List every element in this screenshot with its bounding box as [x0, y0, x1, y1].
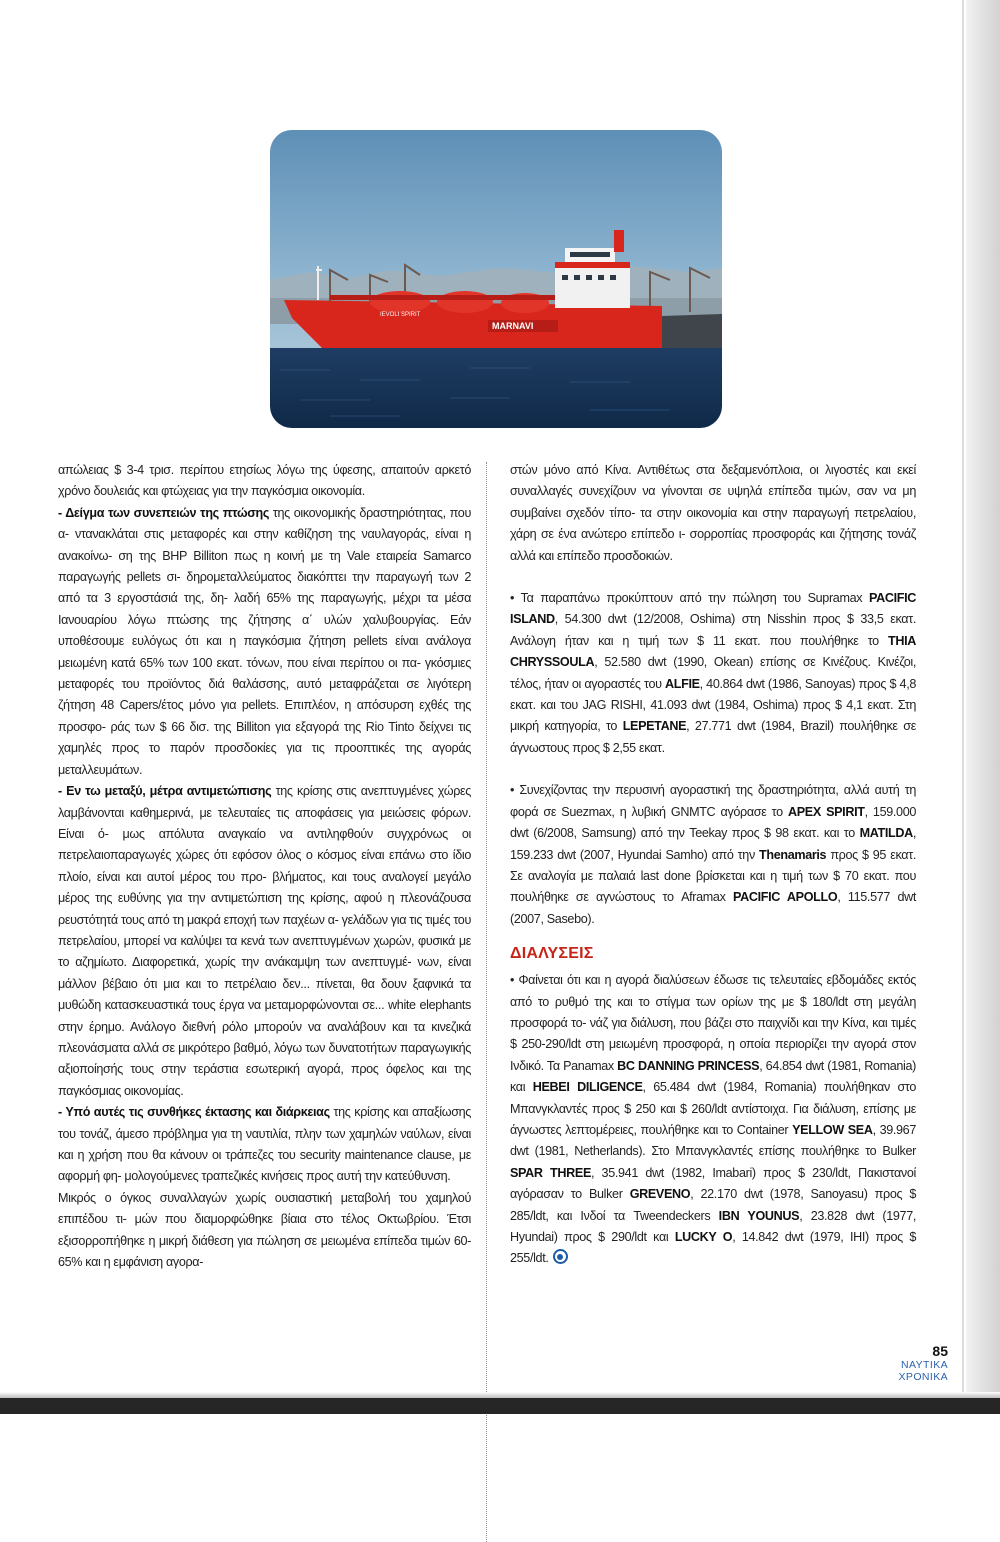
text-run: , 22.170 dwt (1978, Sanoyasu) προς $ 285/ldt, και Ινδοί τα Tweendeckers [510, 1187, 916, 1223]
text-run: , 40.864 dwt (1986, Sanoyas) προς $ 4,8 εκατ. και του JAG RISHI, 41.093 dwt (1984, Oshima) προς $ 4,1 εκατ. Στη μικρή κατηγορία, το [510, 676, 916, 734]
text-run: , 54.300 dwt (12/2008, Oshima) στη Nisshin προς $ 33,5 εκατ. Ανάλογη ήταν και η τιμή των $ 11 εκατ. που πουλήθηκε το [510, 612, 916, 648]
left-paragraph-4-text: της κρίσης και απαξίωσης του τονάζ, άμεσο πρόβλημα για τη ναυτιλία, πλην των χαμηλών ναύλων, είναι και η χρήση που θα κάνουν οι τράπεζες του security maintenance clause, με αφορμή φη- μολογούμενες τραπεζικές κινήσεις προς αυτή την κατεύθυνση. [58, 1105, 471, 1184]
text-run: , 159.000 dwt (6/2008, Samsung) από την Teekay προς $ 98 εκατ. και το [510, 804, 917, 841]
text-run: προς $ 95 εκατ. Σε αναλογία με παλαιά last done βρίσκεται και η τιμή των $ 70 εκατ. που πουλήθηκε σε αγνώστους το Aframax [510, 847, 916, 905]
text-run: , 64.854 dwt (1981, Romania) και [510, 1058, 916, 1095]
text-run: , 35.941 dwt (1982, Imabari) προς $ 230/ldt, Πακιστανοί αγόρασαν το Bulker [510, 1165, 916, 1202]
left-paragraph-4 [58, 1102, 471, 1188]
vessel-name: BC DANNING PRINCESS [617, 1058, 760, 1073]
vessel-name: HEBEI DILIGENCE [532, 1080, 643, 1095]
page-edge-shadow [966, 0, 1000, 1414]
vessel-name: LUCKY O [674, 1230, 733, 1244]
vessel-name: SPAR THREE [510, 1165, 591, 1180]
text-run: • Φαίνεται ότι και η αγορά διαλύσεων έδωσε τις τελευταίες εβδομάδες εκτός από το ρυθμό της και το στίγμα των ορίων της με $ 180/ldt στη μεγάλη προσφορά το- νάζ για διάλυση, που βάζει στο παιχνίδι και την Κίνα, και τιμές $ 250-290/ldt στη μειωμένη προσφορά, η οποία περιορίζει την αγορά στον Ινδικό. Τα Panamax [510, 973, 916, 1073]
left-paragraph-2-lead: - Δείγμα των συνεπειών της πτώσης [58, 505, 270, 520]
ship-illustration [270, 130, 722, 428]
article-end-icon [553, 1249, 568, 1264]
text-run: , 23.828 dwt (1977, Hyundai) προς $ 290/ldt και [510, 1208, 916, 1244]
tanker-photo [270, 130, 722, 428]
company-name: Thenamaris [759, 847, 827, 862]
text-run: , 159.233 dwt (2007, Hyundai Samho) από την [510, 826, 916, 862]
left-paragraph-3-lead: - Εν τω μεταξύ, μέτρα αντιμετώπισης [58, 784, 272, 799]
vessel-name: PACIFIC ISLAND [510, 591, 916, 627]
vessel-name: YELLOW SEA [792, 1122, 873, 1137]
page-edge-line [962, 0, 964, 1414]
left-paragraph-2-text: της οικονομικής δραστηριότητας, που α- ντανακλάται στις μεταφορές και στην καθίζηση της ναυλαγοράς, είναι η ανακοίνω- ση της BHP Billiton πως η κοινή με τη Vale εταιρεία Samarco παραγωγής pellets σι- δηρομεταλλεύματος διακόπτει την παραγωγή των 2 από τα 3 εργοστάσιά της, δη- λαδή 65% της παραγωγής, μέχρι τα μέσα Ιανουαρίου λόγω πτώσης της ζήτησης α΄ υλών χαλυβουργίας. Εάν υποθέσουμε ευλόγως ότι και η παγκόσμια ζήτηση pellets είναι ανάλογα μειωμένη κατά 65% των 100 εκατ. τόνων, που είναι περίπου οι πα- γκόσμιες μεταφορές του προϊόντος διά θαλάσσης, αυτό μεταφράζεται σε λιγότερη ζήτηση 48 Capers/έτος μόνο για pellets. Επιπλέον, η απόσυρση εχθές της προσφο- ράς των $ 66 δισ. της Billiton για εξαγορά της Rio Tinto δείχνει τις χαμηλές προς το παρόν προσδοκίες για τις προοπτικές της αγοράς μεταλλευμάτων. [58, 505, 471, 777]
left-paragraph-3-text: της κρίσης στις ανεπτυγμένες χώρες λαμβάνονται καθημερινά, με τελευταίες τις αποφάσεις για μειώσεις φόρων. Είναι ό- μως απόλυτα αναγκαίο να αντιληφθούν συγχρόνως οι πετρελαιοπαραγωγές χώρες ότι εφόσον όλος ο κόσμος είναι επάνω στο ίδιο πλοίο, είναι και αυτοί μέρος του προ- βλήματος, και τους αναλογεί μεγάλο μέρος της ευθύνης για την αντιμετώπιση της κρίσης, αφού η πλεονάζουσα ρευστότητά τους από τη μακρά εποχή των παχέων α- γελάδων για τις τιμές του πετρελαίου, μπορεί να καλύψει τα κενά των ανεπτυγμένων χωρών, φυσικά με το αζημίωτο. Διαφορετικά, χωρίς την ανάκαμψη των ανεπτυγμέ- νων, είναι μάλλον βέβαιο ότι μια και το πετρέλαιο δεν... πίνεται, θα δουν ξαφνικά τα μυθώδη κατασκευαστικά τους έργα να μεταμορφώνονται σε... white elephants στην έρημο. Ανάλογο διεθνή ρόλο μπορούν να αναλάβουν και τα κινεζικά πλεονάσματα αλλά σε μικρότερο βαθμό, λόγω των δυνατοτήτων παραγωγικής αξιοποίησής τους στην τεράστια εσωτερική αγορά, προς όφελος και της παγκόσμιας οικονομίας. [58, 784, 472, 1098]
magazine-name-line1: ΝΑΥΤΙΚΑ [901, 1359, 948, 1371]
bottom-edge-band [0, 1398, 1000, 1414]
vessel-name: LEPETANE [622, 719, 687, 734]
company-mark-text: MARNAVI [492, 321, 534, 331]
paragraph-gap [510, 567, 916, 588]
section-title-scrapping: ΔΙΑΛΥΣΕΙΣ [510, 945, 594, 963]
vessel-name: MATILDA [859, 826, 913, 841]
vessel-name: IBN YOUNUS [718, 1208, 800, 1223]
hull-name-text: IEVOLI SPIRIT [380, 312, 421, 318]
left-paragraph-1: απώλειας $ 3-4 τρισ. περίπου ετησίως λόγω της ύφεσης, απαιτούν αρκετό χρόνο δουλειάς και φτώχειας για την παγκόσμια οικονομία. [58, 463, 471, 499]
right-paragraph-2 [510, 588, 916, 759]
right-paragraph-4 [510, 970, 916, 1270]
text-run: , 39.967 dwt (1981, Netherlands). Στο Μπανγκλαντές επίσης πουλήθηκε το Bulker [510, 1122, 916, 1159]
right-paragraph-1: στών μόνο από Κίνα. Αντιθέτως στα δεξαμενόπλοια, οι λιγοστές και εκεί συναλλαγές συνεχίζουν να γίνονται σε υψηλά επίπεδα τιμών, σαν να μη συμβαίνει σχεδόν τίπο- τα στην οικονομία και στην παραγωγή πετρελαίου, χάρη σε ένα ανώτερο επίπεδο ι- σορροπίας προσφοράς και ζήτησης τονάζ αλλά και επίπεδο προσδοκιών. [510, 463, 916, 563]
magazine-name-line2: ΧΡΟΝΙΚΑ [898, 1371, 948, 1383]
page-folio [880, 1343, 948, 1383]
text-run: , 65.484 dwt (1984, Romania) πουλήθηκαν στο Μπανγκλαντές προς $ 250 και $ 260/ldt αντίστοιχα. Για διάλυση, επίσης με άγνωστες λεπτομέρειες, πουλήθηκε και το Container [510, 1080, 916, 1137]
left-paragraph-2 [58, 503, 471, 781]
text-run: • Συνεχίζοντας την περυσινή αγοραστική της δραστηριότητα, αλλά αυτή τη φορά σε Suezmax, η λυβική GNMTC αγόρασε το [510, 783, 916, 819]
left-column [58, 460, 471, 1273]
text-run: , 115.577 dwt (2007, Sasebo). [510, 890, 917, 926]
page-number: 85 [932, 1343, 948, 1359]
text-run: , 14.842 dwt (1979, IHI) προς $ 255/ldt. [510, 1230, 917, 1266]
right-column [510, 460, 916, 1270]
vessel-name: APEX SPIRIT [787, 804, 865, 819]
text-run: , 27.771 dwt (1984, Brazil) πουλήθηκε σε άγνωστους προς $ 2,55 εκατ. [510, 719, 916, 755]
paragraph-gap [510, 759, 916, 780]
text-run: , 52.580 dwt (1990, Okean) επίσης σε Κινέζους. Κινέζοι, τέλος, ήταν οι αγοραστές του [510, 655, 916, 691]
vessel-name: PACIFIC APOLLO [732, 890, 838, 905]
vessel-name: ALFIE [665, 676, 700, 691]
left-paragraph-4-lead: - Υπό αυτές τις συνθήκες έκτασης και διάρκειας [58, 1105, 330, 1120]
vessel-name: GREVENO [629, 1187, 691, 1202]
left-paragraph-5: Μικρός ο όγκος συναλλαγών χωρίς ουσιαστική μεταβολή του χαμηλού επιπέδου τι- μών που διαμορφώθηκε βίαια στο τέλος Οκτωβρίου. Έτσι εξισορροπήθηκε η μικρή διάθεση για πώληση σε μειωμένα επίπεδα τιμών 60-65% και η εμφάνιση αγορα- [58, 1190, 471, 1270]
column-divider [486, 462, 487, 1542]
left-paragraph-3 [58, 781, 471, 1102]
text-run: • Τα παραπάνω προκύπτουν από την πώληση του Supramax [510, 591, 869, 606]
right-paragraph-3 [510, 780, 916, 930]
vessel-name: THIA CHRYSSOULA [510, 633, 916, 670]
